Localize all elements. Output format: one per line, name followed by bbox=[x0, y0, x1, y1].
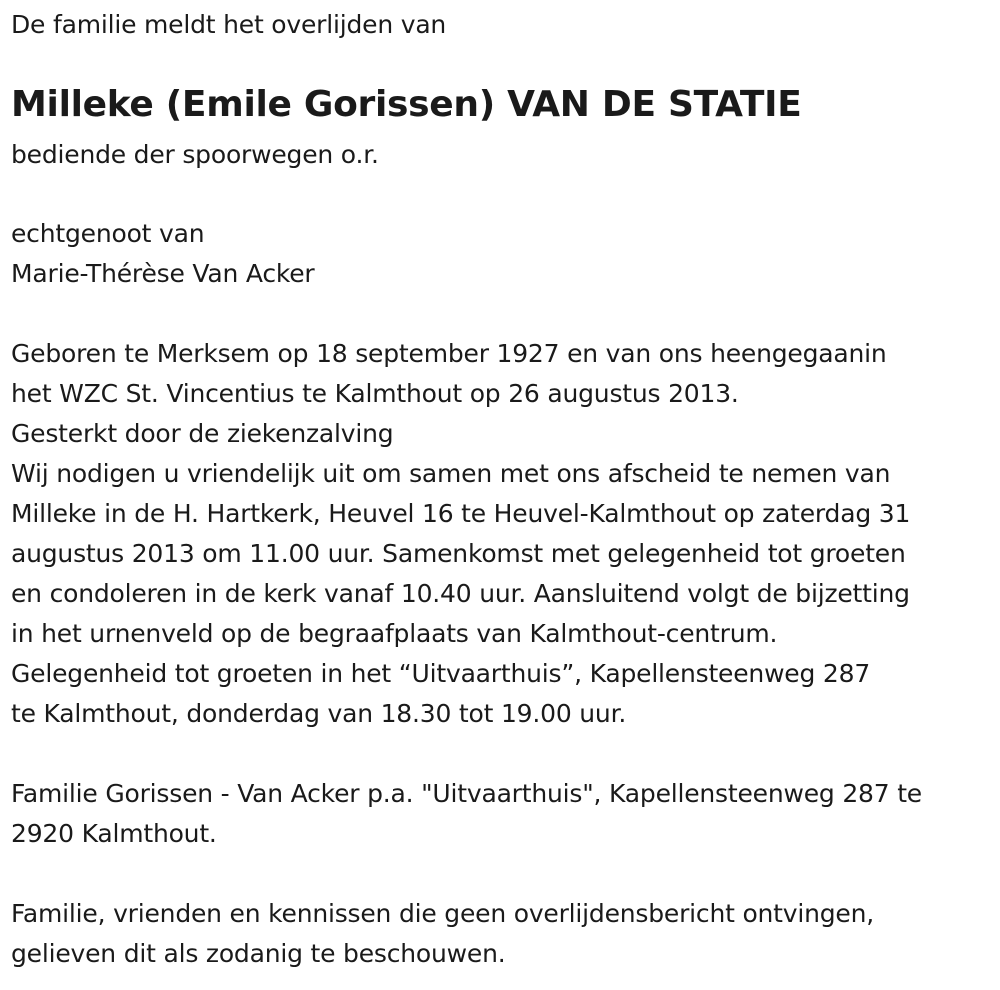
closing-notice bbox=[11, 894, 874, 974]
address-line: Familie Gorissen - Van Acker p.a. "Uitvaarthuis", Kapellensteenweg 287 te bbox=[11, 779, 922, 808]
details-line: in het urnenveld op de begraafplaats van Kalmthout-centrum. bbox=[11, 619, 778, 648]
details-line: Geboren te Merksem op 18 september 1927 en van ons heengegaanin bbox=[11, 339, 887, 368]
occupation-text: bediende der spoorwegen o.r. bbox=[11, 140, 379, 169]
details-line: Wij nodigen u vriendelijk uit om samen met ons afscheid te nemen van bbox=[11, 459, 891, 488]
family-address bbox=[11, 774, 922, 854]
spouse-label: echtgenoot van bbox=[11, 219, 205, 248]
funeral-details bbox=[11, 334, 910, 734]
details-line: Gesterkt door de ziekenzalving bbox=[11, 419, 394, 448]
details-line: het WZC St. Vincentius te Kalmthout op 26 augustus 2013. bbox=[11, 379, 739, 408]
deceased-name: Milleke (Emile Gorissen) VAN DE STATIE bbox=[11, 84, 802, 125]
intro-text: De familie meldt het overlijden van bbox=[11, 10, 447, 39]
details-line: Gelegenheid tot groeten in het “Uitvaarthuis”, Kapellensteenweg 287 bbox=[11, 659, 871, 688]
closing-line: Familie, vrienden en kennissen die geen overlijdensbericht ontvingen, bbox=[11, 899, 875, 928]
address-line: 2920 Kalmthout. bbox=[11, 819, 217, 848]
details-line: te Kalmthout, donderdag van 18.30 tot 19.00 uur. bbox=[11, 699, 627, 728]
details-line: augustus 2013 om 11.00 uur. Samenkomst met gelegenheid tot groeten bbox=[11, 539, 906, 568]
closing-line: gelieven dit als zodanig te beschouwen. bbox=[11, 939, 506, 968]
spouse-section bbox=[11, 214, 315, 294]
details-line: en condoleren in de kerk vanaf 10.40 uur. Aansluitend volgt de bijzetting bbox=[11, 579, 910, 608]
spouse-name: Marie-Thérèse Van Acker bbox=[11, 259, 315, 288]
details-line: Milleke in de H. Hartkerk, Heuvel 16 te Heuvel-Kalmthout op zaterdag 31 bbox=[11, 499, 911, 528]
